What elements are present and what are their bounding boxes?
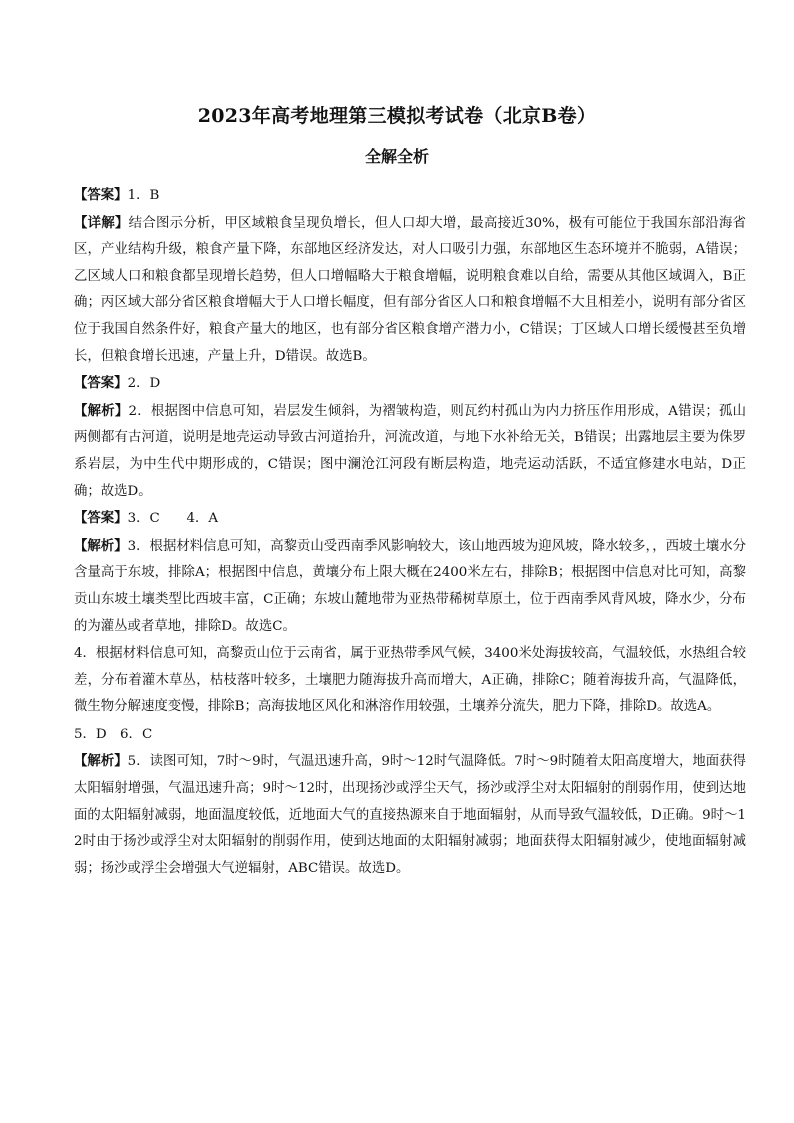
paragraph-text: 2．根据图中信息可知，岩层发生倾斜，为褶皱构造，则瓦约村孤山为内力挤压作用形成，A错误；孤山两侧都有古河道，说明是地壳运动导致古河道抬升，河流改道，与地下水补给无关，B错误；出露地层主要为侏罗系岩层，为中生代中期形成的，C错误；图中澜沧江河段有断层构造，地壳运动活跃，不适宜修建水电站，D正确；故选D。 — [74, 403, 747, 499]
paragraph-text: 5．D 6．C — [74, 726, 153, 742]
paragraph-tag: 【答案】 — [74, 375, 128, 392]
explanation-paragraph-4 — [74, 640, 746, 721]
paragraph-text: 4．根据材料信息可知，高黎贡山位于云南省，属于亚热带季风气候，3400米处海拔较高，气温较低，水热组合较差，分布着灌木草丛，枯枝落叶较多，土壤肥力随海拔升高而增大，A正确，排除C；随着海拔升高，气温降低，微生物分解速度变慢，排除B；高海拔地区风化和淋溶作用较强，土壤养分流失，肥力下降，排除D。故选A。 — [74, 646, 746, 715]
paragraph-text: 1．B — [127, 188, 160, 203]
paragraph-tag: 【解析】 — [74, 753, 128, 770]
answer-paragraph-2 — [74, 370, 746, 398]
paragraph-tag: 【详解】 — [74, 214, 129, 231]
paragraph-tag: 【答案】 — [74, 510, 128, 527]
paragraph-text: 3．根据材料信息可知，高黎贡山受西南季风影响较大，该山地西坡为迎风坡，降水较多，，西坡土壤水分含量高于东坡，排除A；根据图中信息，黄壤分布上限大概在2400米左右，排除B；根据图中信息对比可知，高黎贡山东坡土壤类型比西坡丰富，C正确；东坡山麓地带为亚热带稀树草原土，位于西南季风背风坡，降水少，分布的为灌丛或者草地，排除D。故选C。 — [74, 538, 746, 634]
paragraph-tag: 【答案】 — [74, 187, 128, 203]
paragraph-tag: 【解析】 — [74, 537, 128, 554]
paragraph-text: 3．C 4．A — [127, 511, 219, 527]
explanation-paragraph-1 — [74, 210, 746, 371]
answer-paragraph-3 — [74, 505, 746, 533]
paragraph-tag: 【解析】 — [74, 402, 129, 419]
answer-paragraph-5 — [74, 721, 746, 749]
document-title: 2023年高考地理第三模拟考试卷（北京B卷） — [197, 105, 597, 127]
paragraph-text: 结合图示分析，甲区域粮食呈现负增长，但人口却大增，最高接近30%，极有可能位于我国东部沿海省区，产业结构升级，粮食产量下降，东部地区经济发达，对人口吸引力强，东部地区生态环境并不脆弱，A错误；乙区域人口和粮食都呈现增长趋势，但人口增幅略大于粮食增幅，说明粮食难以自给，需要从其他区域调入，B正确；丙区域大部分省区粮食增幅大于人口增长幅度，但有部分省区人口和粮食增幅不大且相差小，说明有部分省区位于我国自然条件好，粮食产量大的地区，也有部分省区粮食增产潜力小，C错误；丁区域人口增长缓慢甚至负增长，但粮食增长迅速，产量上升，D错误。故选B。 — [74, 215, 747, 364]
explanation-paragraph-3 — [74, 533, 746, 640]
answer-paragraph-1 — [74, 182, 746, 210]
explanation-paragraph-2 — [74, 398, 746, 505]
paragraph-text: 5．读图可知，7时～9时，气温迅速升高，9时～12时气温降低。7时～9时随着太阳高度增大，地面获得太阳辐射增强，气温迅速升高；9时～12时，出现扬沙或浮尘天气，扬沙或浮尘对太阳辐射的削弱作用，使到达地面的太阳辐射减弱，地面温度较低，近地面大气的直接热源来自于地面辐射，从而导致气温较低，D正确。9时～12时由于扬沙或浮尘对太阳辐射的削弱作用，使到达地面的太阳辐射减弱；地面获得太阳辐射减少，使地面辐射减弱；扬沙或浮尘会增强大气逆辐射，ABC错误。故选D。 — [74, 754, 747, 876]
explanation-paragraph-5 — [74, 748, 746, 882]
document-subtitle: 全解全析 — [364, 147, 429, 166]
document-body — [74, 182, 746, 882]
paragraph-text: 2．D — [127, 376, 161, 392]
